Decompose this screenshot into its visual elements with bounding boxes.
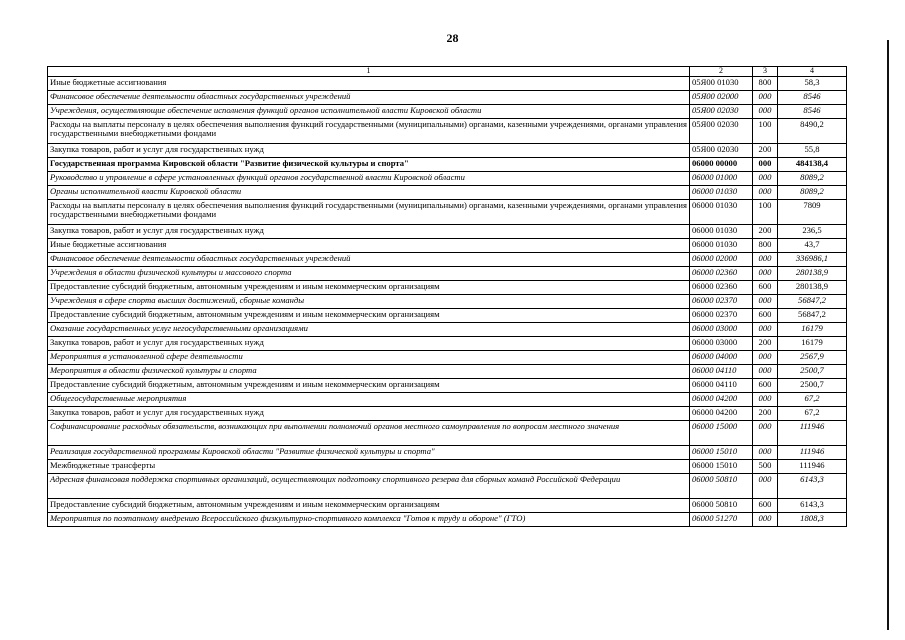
row-code-cell: 05Я00 02030 [690,104,753,118]
table-row [48,420,847,445]
row-type-cell: 000 [753,90,778,104]
row-code-cell: 06000 02360 [690,280,753,294]
row-name-cell: Оказание государственных услуг негосударственными организациями [48,322,690,336]
row-name-cell: Учреждения в сфере спорта высших достижений, сборные команды [48,294,690,308]
row-code-cell: 06000 02360 [690,266,753,280]
row-type-cell: 000 [753,294,778,308]
row-sum-cell: 280138,9 [778,266,847,280]
row-name-cell: Учреждения в области физической культуры и массового спорта [48,266,690,280]
row-sum-cell: 67,2 [778,392,847,406]
row-name-cell: Мероприятия в установленной сфере деятельности [48,350,690,364]
row-name-cell: Закупка товаров, работ и услуг для государственных нужд [48,336,690,350]
row-type-cell: 000 [753,473,778,498]
row-name-cell: Финансовое обеспечение деятельности областных государственных учреждений [48,90,690,104]
row-code-cell: 06000 04200 [690,392,753,406]
table-row [48,336,847,350]
row-code-cell: 06000 04110 [690,364,753,378]
row-code-cell: 06000 50810 [690,498,753,512]
row-type-cell: 200 [753,406,778,420]
table-row [48,171,847,185]
table-row [48,118,847,143]
row-sum-cell: 7809 [778,199,847,224]
row-sum-cell: 336986,1 [778,252,847,266]
row-type-cell: 500 [753,459,778,473]
row-type-cell: 800 [753,238,778,252]
row-name-cell: Расходы на выплаты персоналу в целях обеспечения выполнения функций государственными (муниципальными) органами, казенными учреждениями, органами управления государственными внебюджетными фондами [48,118,690,143]
row-sum-cell: 8546 [778,90,847,104]
row-sum-cell: 67,2 [778,406,847,420]
row-sum-cell: 280138,9 [778,280,847,294]
row-code-cell: 05Я00 02030 [690,118,753,143]
row-name-cell: Закупка товаров, работ и услуг для государственных нужд [48,143,690,157]
row-code-cell: 06000 01030 [690,238,753,252]
budget-table [47,66,847,527]
row-code-cell: 06000 03000 [690,336,753,350]
row-name-cell: Мероприятия по поэтапному внедрению Всероссийского физкультурно-спортивного комплекса "Готов к труду и обороне" (ГТО) [48,512,690,526]
row-sum-cell: 8089,2 [778,171,847,185]
row-sum-cell: 2500,7 [778,364,847,378]
row-type-cell: 100 [753,118,778,143]
row-name-cell: Межбюджетные трансферты [48,459,690,473]
row-type-cell: 600 [753,280,778,294]
table-row [48,459,847,473]
row-type-cell: 200 [753,336,778,350]
row-type-cell: 200 [753,224,778,238]
row-type-cell: 000 [753,266,778,280]
row-sum-cell: 16179 [778,322,847,336]
table-row [48,224,847,238]
row-name-cell: Расходы на выплаты персоналу в целях обеспечения выполнения функций государственными (муниципальными) органами, казенными учреждениями, органами управления государственными внебюджетными фондами [48,199,690,224]
row-sum-cell: 6143,3 [778,498,847,512]
row-type-cell: 800 [753,76,778,90]
table-row [48,364,847,378]
row-type-cell: 000 [753,185,778,199]
row-code-cell: 06000 00000 [690,157,753,171]
row-name-cell: Софинансирование расходных обязательств, возникающих при выполнении полномочий органов местного самоуправления по вопросам местного значения [48,420,690,445]
row-code-cell: 05Я00 01030 [690,76,753,90]
row-code-cell: 06000 02370 [690,308,753,322]
row-code-cell: 06000 04000 [690,350,753,364]
row-code-cell: 05Я00 02000 [690,90,753,104]
header-col-3: 3 [753,67,778,77]
row-name-cell: Предоставление субсидий бюджетным, автономным учреждениям и иным некоммерческим организациям [48,378,690,392]
row-sum-cell: 56847,2 [778,294,847,308]
row-name-cell: Общегосударственные мероприятия [48,392,690,406]
table-row [48,266,847,280]
row-type-cell: 600 [753,378,778,392]
row-type-cell: 600 [753,498,778,512]
row-sum-cell: 1808,3 [778,512,847,526]
row-type-cell: 200 [753,143,778,157]
row-name-cell: Реализация государственной программы Кировской области "Развитие физической культуры и спорта" [48,445,690,459]
row-code-cell: 06000 15010 [690,459,753,473]
table-row [48,185,847,199]
row-name-cell: Органы исполнительной власти Кировской области [48,185,690,199]
row-type-cell: 000 [753,445,778,459]
row-name-cell: Учреждения, осуществляющие обеспечение исполнения функций органов исполнительной власти Кировской области [48,104,690,118]
table-row [48,76,847,90]
header-col-4: 4 [778,67,847,77]
row-sum-cell: 111946 [778,445,847,459]
row-name-cell: Закупка товаров, работ и услуг для государственных нужд [48,406,690,420]
row-name-cell: Финансовое обеспечение деятельности областных государственных учреждений [48,252,690,266]
row-type-cell: 000 [753,252,778,266]
row-name-cell: Иные бюджетные ассигнования [48,76,690,90]
row-name-cell: Предоставление субсидий бюджетным, автономным учреждениям и иным некоммерческим организациям [48,498,690,512]
table-row [48,199,847,224]
row-code-cell: 06000 03000 [690,322,753,336]
row-name-cell: Иные бюджетные ассигнования [48,238,690,252]
table-row [48,238,847,252]
row-sum-cell: 8089,2 [778,185,847,199]
table-row [48,157,847,171]
row-type-cell: 000 [753,157,778,171]
row-code-cell: 06000 15010 [690,445,753,459]
row-sum-cell: 484138,4 [778,157,847,171]
row-sum-cell: 2500,7 [778,378,847,392]
row-code-cell: 06000 02000 [690,252,753,266]
row-type-cell: 600 [753,308,778,322]
row-code-cell: 06000 04110 [690,378,753,392]
row-code-cell: 06000 51270 [690,512,753,526]
row-type-cell: 000 [753,322,778,336]
table-row [48,104,847,118]
row-sum-cell: 55,8 [778,143,847,157]
row-type-cell: 000 [753,512,778,526]
row-code-cell: 06000 01030 [690,185,753,199]
row-code-cell: 06000 01000 [690,171,753,185]
row-sum-cell: 43,7 [778,238,847,252]
row-type-cell: 000 [753,350,778,364]
header-col-2: 2 [690,67,753,77]
row-sum-cell: 8546 [778,104,847,118]
row-type-cell: 000 [753,392,778,406]
row-type-cell: 000 [753,171,778,185]
row-code-cell: 06000 02370 [690,294,753,308]
table-row [48,280,847,294]
table-row [48,90,847,104]
table-body [48,76,847,526]
row-sum-cell: 56847,2 [778,308,847,322]
table-row [48,473,847,498]
table-row [48,445,847,459]
row-name-cell: Руководство и управление в сфере установленных функций органов государственной власти Кировской области [48,171,690,185]
page-edge-line [887,40,889,630]
row-code-cell: 05Я00 02030 [690,143,753,157]
table-row [48,308,847,322]
row-sum-cell: 111946 [778,420,847,445]
row-name-cell: Предоставление субсидий бюджетным, автономным учреждениям и иным некоммерческим организациям [48,280,690,294]
row-sum-cell: 8490,2 [778,118,847,143]
table-row [48,392,847,406]
row-code-cell: 06000 04200 [690,406,753,420]
header-col-1: 1 [48,67,690,77]
row-sum-cell: 111946 [778,459,847,473]
row-sum-cell: 58,3 [778,76,847,90]
row-type-cell: 000 [753,420,778,445]
row-name-cell: Мероприятия в области физической культуры и спорта [48,364,690,378]
row-name-cell: Предоставление субсидий бюджетным, автономным учреждениям и иным некоммерческим организациям [48,308,690,322]
row-name-cell: Закупка товаров, работ и услуг для государственных нужд [48,224,690,238]
table-row [48,498,847,512]
table-row [48,143,847,157]
table-header-row [48,67,847,77]
row-type-cell: 000 [753,364,778,378]
table-row [48,294,847,308]
table-row [48,378,847,392]
row-sum-cell: 236,5 [778,224,847,238]
table-row [48,512,847,526]
row-code-cell: 06000 01030 [690,224,753,238]
table-row [48,406,847,420]
row-name-cell: Государственная программа Кировской области "Развитие физической культуры и спорта" [48,157,690,171]
page-number: 28 [446,31,459,45]
table-row [48,252,847,266]
row-code-cell: 06000 15000 [690,420,753,445]
row-type-cell: 000 [753,104,778,118]
row-sum-cell: 2567,9 [778,350,847,364]
row-sum-cell: 6143,3 [778,473,847,498]
row-type-cell: 100 [753,199,778,224]
row-code-cell: 06000 01030 [690,199,753,224]
row-code-cell: 06000 50810 [690,473,753,498]
table-row [48,322,847,336]
row-sum-cell: 16179 [778,336,847,350]
table-row [48,350,847,364]
row-name-cell: Адресная финансовая поддержка спортивных организаций, осуществляющих подготовку спортивного резерва для сборных команд Российской Федерации [48,473,690,498]
